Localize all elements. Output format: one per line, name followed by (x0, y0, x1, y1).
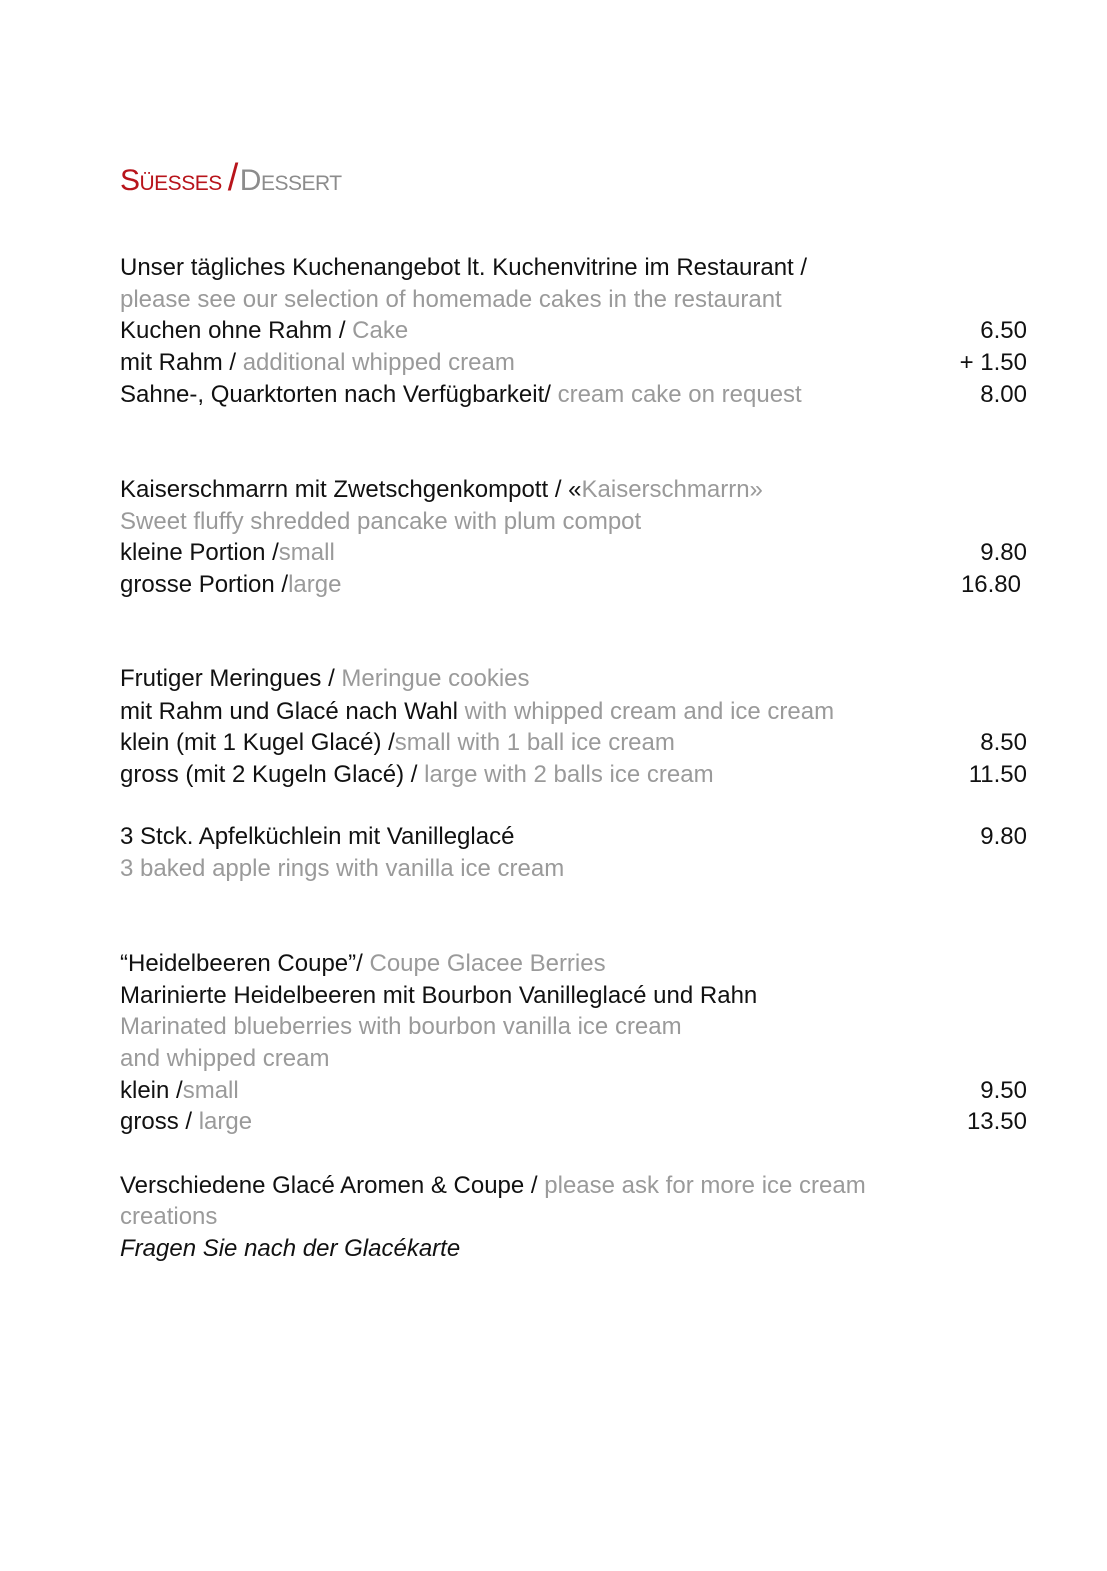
item-german: grosse Portion / (120, 571, 289, 598)
title-german: Süesses (120, 164, 222, 197)
cakes-intro-german: Unser tägliches Kuchenangebot lt. Kuchenvitrine im Restaurant / (120, 254, 808, 281)
menu-item-meringues-large (120, 759, 714, 791)
item-english: large with 2 balls ice cream (424, 761, 714, 788)
cakes-intro-english: please see our selection of homemade cakes in the restaurant (120, 286, 782, 313)
item-german: Verschiedene Glacé Aromen & Coupe / (120, 1172, 545, 1199)
item-english: additional whipped cream (242, 349, 515, 376)
price-kaiserschmarrn-large: 16.80 (960, 571, 1021, 598)
menu-item-kaiserschmarrn-large (120, 569, 341, 601)
item-english: small (182, 1077, 239, 1104)
item-english: Meringue cookies (341, 665, 530, 692)
coupe-description-english-cont: and whipped cream (120, 1045, 330, 1072)
meringues-description (120, 696, 834, 728)
item-german: Kuchen ohne Rahm / (120, 317, 353, 344)
item-german: Kaiserschmarrn mit Zwetschgenkompott / « (120, 476, 582, 503)
price-meringues-large: 11.50 (968, 761, 1027, 788)
price-meringues-small: 8.50 (980, 729, 1027, 756)
price-coupe-small: 9.50 (980, 1077, 1027, 1104)
item-english: Cake (352, 317, 409, 344)
page-title (120, 157, 342, 199)
item-english: small (278, 539, 335, 566)
icecream-title (120, 1170, 866, 1202)
item-german: Sahne-, Quarktorten nach Verfügbarkeit/ (120, 381, 558, 408)
title-english: Dessert (239, 164, 342, 197)
item-german: gross (mit 2 Kugeln Glacé) / (120, 761, 425, 788)
item-english: large (198, 1108, 253, 1135)
item-german: klein / (120, 1077, 183, 1104)
price-apple-rings: 9.80 (980, 823, 1027, 850)
price-cream-cake: 8.00 (980, 381, 1027, 408)
item-german: kleine Portion / (120, 539, 279, 566)
item-english: with whipped cream and ice cream (464, 698, 835, 725)
item-english: small with 1 ball ice cream (394, 729, 675, 756)
menu-item-whipped-cream (120, 347, 515, 379)
menu-item-kaiserschmarrn-small (120, 537, 335, 569)
item-german: Frutiger Meringues / (120, 665, 342, 692)
menu-item-coupe-small (120, 1075, 239, 1107)
title-separator: / (227, 157, 238, 199)
item-german: mit Rahm und Glacé nach Wahl (120, 698, 465, 725)
item-german: mit Rahm / (120, 349, 243, 376)
menu-item-meringues-small (120, 727, 675, 759)
kaiserschmarrn-title (120, 474, 763, 506)
item-english: large (288, 571, 342, 598)
price-kaiserschmarrn-small: 9.80 (980, 539, 1027, 566)
menu-item-coupe-large (120, 1106, 252, 1138)
apple-rings-description: 3 baked apple rings with vanilla ice cream (120, 855, 565, 882)
item-english: Kaiserschmarrn» (581, 476, 763, 503)
item-german: “Heidelbeeren Coupe”/ (120, 950, 370, 977)
icecream-english-cont: creations (120, 1203, 218, 1230)
menu-item-apple-rings: 3 Stck. Apfelküchlein mit Vanilleglacé (120, 823, 515, 850)
menu-item-cream-cake (120, 379, 802, 411)
meringues-title (120, 663, 530, 695)
item-german: gross / (120, 1108, 199, 1135)
coupe-description-english: Marinated blueberries with bourbon vanilla ice cream (120, 1013, 682, 1040)
kaiserschmarrn-description: Sweet fluffy shredded pancake with plum compot (120, 508, 642, 535)
menu-item-cake (120, 315, 408, 347)
price-coupe-large: 13.50 (966, 1108, 1027, 1135)
coupe-title (120, 948, 606, 980)
item-german: klein (mit 1 Kugel Glacé) / (120, 729, 395, 756)
item-english: Coupe Glacee Berries (369, 950, 606, 977)
coupe-description-german: Marinierte Heidelbeeren mit Bourbon Vanilleglacé und Rahn (120, 982, 758, 1009)
price-whipped-cream: + 1.50 (959, 349, 1027, 376)
price-cake: 6.50 (980, 317, 1027, 344)
icecream-note: Fragen Sie nach der Glacékarte (120, 1235, 461, 1262)
item-english: cream cake on request (557, 381, 802, 408)
item-english: please ask for more ice cream (544, 1172, 866, 1199)
